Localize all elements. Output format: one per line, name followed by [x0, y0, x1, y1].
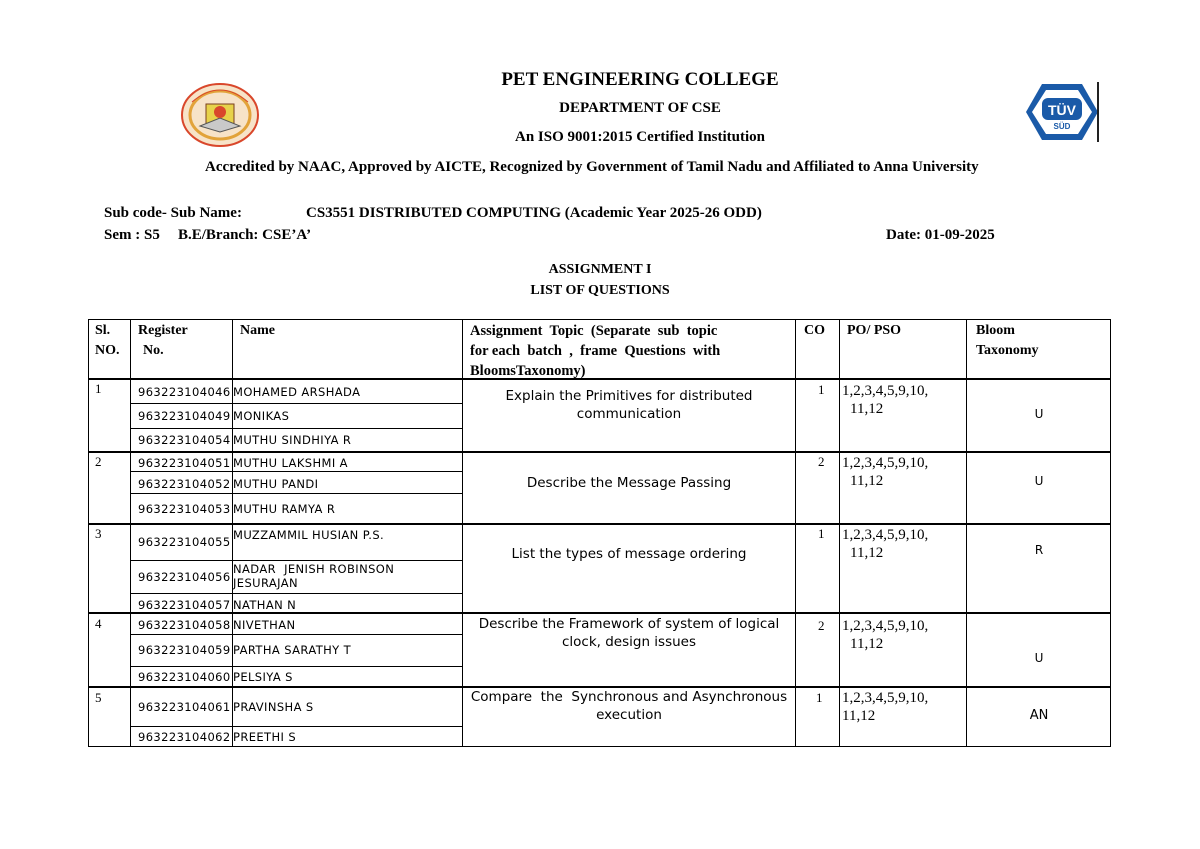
col-divider — [795, 319, 796, 747]
po-line2: 11,12 — [850, 401, 884, 417]
po-line1: 1,2,3,4,5,9,10, — [842, 690, 929, 706]
table-border — [88, 746, 1111, 747]
po-line2: 11,12 — [842, 708, 876, 724]
topic-line2: clock, design issues — [561, 634, 697, 650]
topic-line1: List the types of message ordering — [511, 546, 747, 562]
header-topic-line2: for each batch , frame Questions with — [470, 343, 721, 359]
col-divider — [462, 319, 463, 747]
list-title: LIST OF QUESTIONS — [530, 283, 670, 298]
header-co: CO — [804, 323, 825, 338]
row-divider — [130, 666, 462, 667]
topic-line2: communication — [576, 406, 682, 422]
student-name: MUTHU RAMYA R — [233, 502, 336, 516]
col-divider — [130, 319, 131, 747]
register-number: 963223104058 — [138, 618, 231, 632]
row-divider — [130, 471, 462, 472]
co-value: 1 — [816, 690, 823, 705]
assignment-topic — [464, 387, 794, 423]
iso-certification: An ISO 9001:2015 Certified Institution — [514, 129, 765, 145]
student-name-line2: JESURAJAN — [233, 576, 299, 590]
student-name: MUTHU SINDHIYA R — [233, 433, 352, 447]
register-number: 963223104061 — [138, 700, 231, 714]
student-name — [233, 562, 394, 590]
row-divider — [130, 560, 462, 561]
bloom-level: U — [1034, 651, 1044, 665]
co-value: 2 — [818, 618, 825, 633]
table-border — [1110, 319, 1111, 747]
po-pso-value — [842, 382, 928, 418]
register-number: 963223104056 — [138, 570, 231, 584]
po-line1: 1,2,3,4,5,9,10, — [842, 618, 929, 634]
header-name: Name — [240, 323, 275, 338]
header-sl — [95, 321, 120, 361]
row-divider — [130, 593, 462, 594]
header-register-line2: No. — [143, 343, 164, 358]
student-name: PRAVINSHA S — [233, 700, 314, 714]
assignment-topic — [464, 615, 794, 651]
row-divider — [130, 403, 462, 404]
register-number: 963223104051 — [138, 456, 231, 470]
row-divider — [130, 428, 462, 429]
register-number: 963223104046 — [138, 385, 231, 399]
po-line2: 11,12 — [850, 545, 884, 561]
row-divider — [130, 493, 462, 494]
group-sl: 2 — [95, 454, 102, 469]
header-register-line1: Register — [138, 323, 188, 338]
student-name: MONIKAS — [233, 409, 290, 423]
student-name: PARTHA SARATHY T — [233, 643, 352, 657]
accreditation-line: Accredited by NAAC, Approved by AICTE, Recognized by Government of Tamil Nadu and Affiliated to Anna University — [205, 159, 979, 175]
table-border — [88, 319, 89, 747]
branch-label: B.E/Branch: CSE’A’ — [178, 227, 312, 243]
po-pso-value — [842, 526, 928, 562]
po-pso-value — [842, 617, 928, 653]
topic-line1: Explain the Primitives for distributed — [505, 388, 753, 404]
po-pso-value — [842, 454, 928, 490]
student-name: MOHAMED ARSHADA — [233, 385, 361, 399]
col-divider — [839, 319, 840, 747]
register-number: 963223104049 — [138, 409, 231, 423]
po-pso-value — [842, 689, 928, 725]
header-bloom — [976, 321, 1039, 361]
header-po: PO/ PSO — [847, 323, 902, 338]
date-label: Date: 01-09-2025 — [886, 227, 995, 243]
col-divider — [966, 319, 967, 747]
table-border — [88, 319, 1111, 320]
topic-line1: Describe the Message Passing — [526, 475, 732, 491]
bloom-level: R — [1034, 543, 1044, 557]
group-sl: 4 — [95, 616, 102, 631]
bloom-level: U — [1034, 474, 1044, 488]
student-name: PREETHI S — [233, 730, 297, 744]
student-name: NIVETHAN — [233, 618, 296, 632]
group-sl: 1 — [95, 381, 102, 396]
assignment-title: ASSIGNMENT I — [548, 262, 652, 277]
po-line1: 1,2,3,4,5,9,10, — [842, 455, 929, 471]
header-topic — [470, 321, 770, 381]
header-topic-line3: BloomsTaxonomy) — [470, 363, 586, 379]
assignment-topic — [464, 474, 794, 492]
register-number: 963223104052 — [138, 477, 231, 491]
bloom-level: U — [1034, 407, 1044, 421]
group-divider — [88, 451, 1111, 453]
header-bloom-line2: Taxonomy — [976, 343, 1039, 358]
topic-line1: Compare the Synchronous and Asynchronous — [470, 689, 788, 705]
co-value: 2 — [818, 454, 825, 469]
register-number: 963223104057 — [138, 598, 231, 612]
svg-text:TÜV: TÜV — [1048, 102, 1076, 118]
student-name: MUTHU LAKSHMI A — [233, 456, 348, 470]
header-bloom-line1: Bloom — [976, 323, 1015, 338]
topic-line2: execution — [596, 707, 662, 723]
po-line1: 1,2,3,4,5,9,10, — [842, 527, 929, 543]
co-value: 1 — [818, 526, 825, 541]
college-name: PET ENGINEERING COLLEGE — [501, 69, 779, 90]
register-number: 963223104060 — [138, 670, 231, 684]
group-divider — [88, 523, 1111, 525]
header-register — [138, 321, 188, 361]
row-divider — [130, 726, 462, 727]
bloom-level: AN — [1029, 708, 1049, 723]
register-number: 963223104062 — [138, 730, 231, 744]
student-name-line1: NADAR JENISH ROBINSON — [233, 562, 395, 576]
po-line2: 11,12 — [850, 473, 884, 489]
register-number: 963223104054 — [138, 433, 231, 447]
co-value: 1 — [818, 382, 825, 397]
header-sl-line1: Sl. — [95, 323, 111, 338]
group-sl: 5 — [95, 690, 102, 705]
header-topic-line1: Assignment Topic (Separate sub topic — [470, 323, 718, 339]
student-name: NATHAN N — [233, 598, 297, 612]
assignment-topic — [464, 688, 794, 724]
topic-line1: Describe the Framework of system of logical — [478, 616, 780, 632]
subcode-label: Sub code- Sub Name: — [104, 205, 242, 221]
group-divider — [88, 612, 1111, 614]
subcode-value: CS3551 DISTRIBUTED COMPUTING (Academic Year 2025-26 ODD) — [306, 205, 762, 221]
register-number: 963223104053 — [138, 502, 231, 516]
row-divider — [130, 634, 462, 635]
assignment-table — [88, 319, 1111, 747]
register-number: 963223104059 — [138, 643, 231, 657]
student-name: PELSIYA S — [233, 670, 293, 684]
register-number: 963223104055 — [138, 535, 231, 549]
group-sl: 3 — [95, 526, 102, 541]
po-line2: 11,12 — [850, 636, 884, 652]
semester-label: Sem : S5 — [104, 227, 160, 243]
assignment-topic — [464, 545, 794, 563]
po-line1: 1,2,3,4,5,9,10, — [842, 383, 929, 399]
svg-text:SÜD: SÜD — [1053, 122, 1071, 131]
header-sl-line2: NO. — [95, 343, 120, 358]
student-name: MUTHU PANDI — [233, 477, 319, 491]
department-name: DEPARTMENT OF CSE — [559, 100, 721, 116]
student-name: MUZZAMMIL HUSIAN P.S. — [233, 528, 385, 542]
